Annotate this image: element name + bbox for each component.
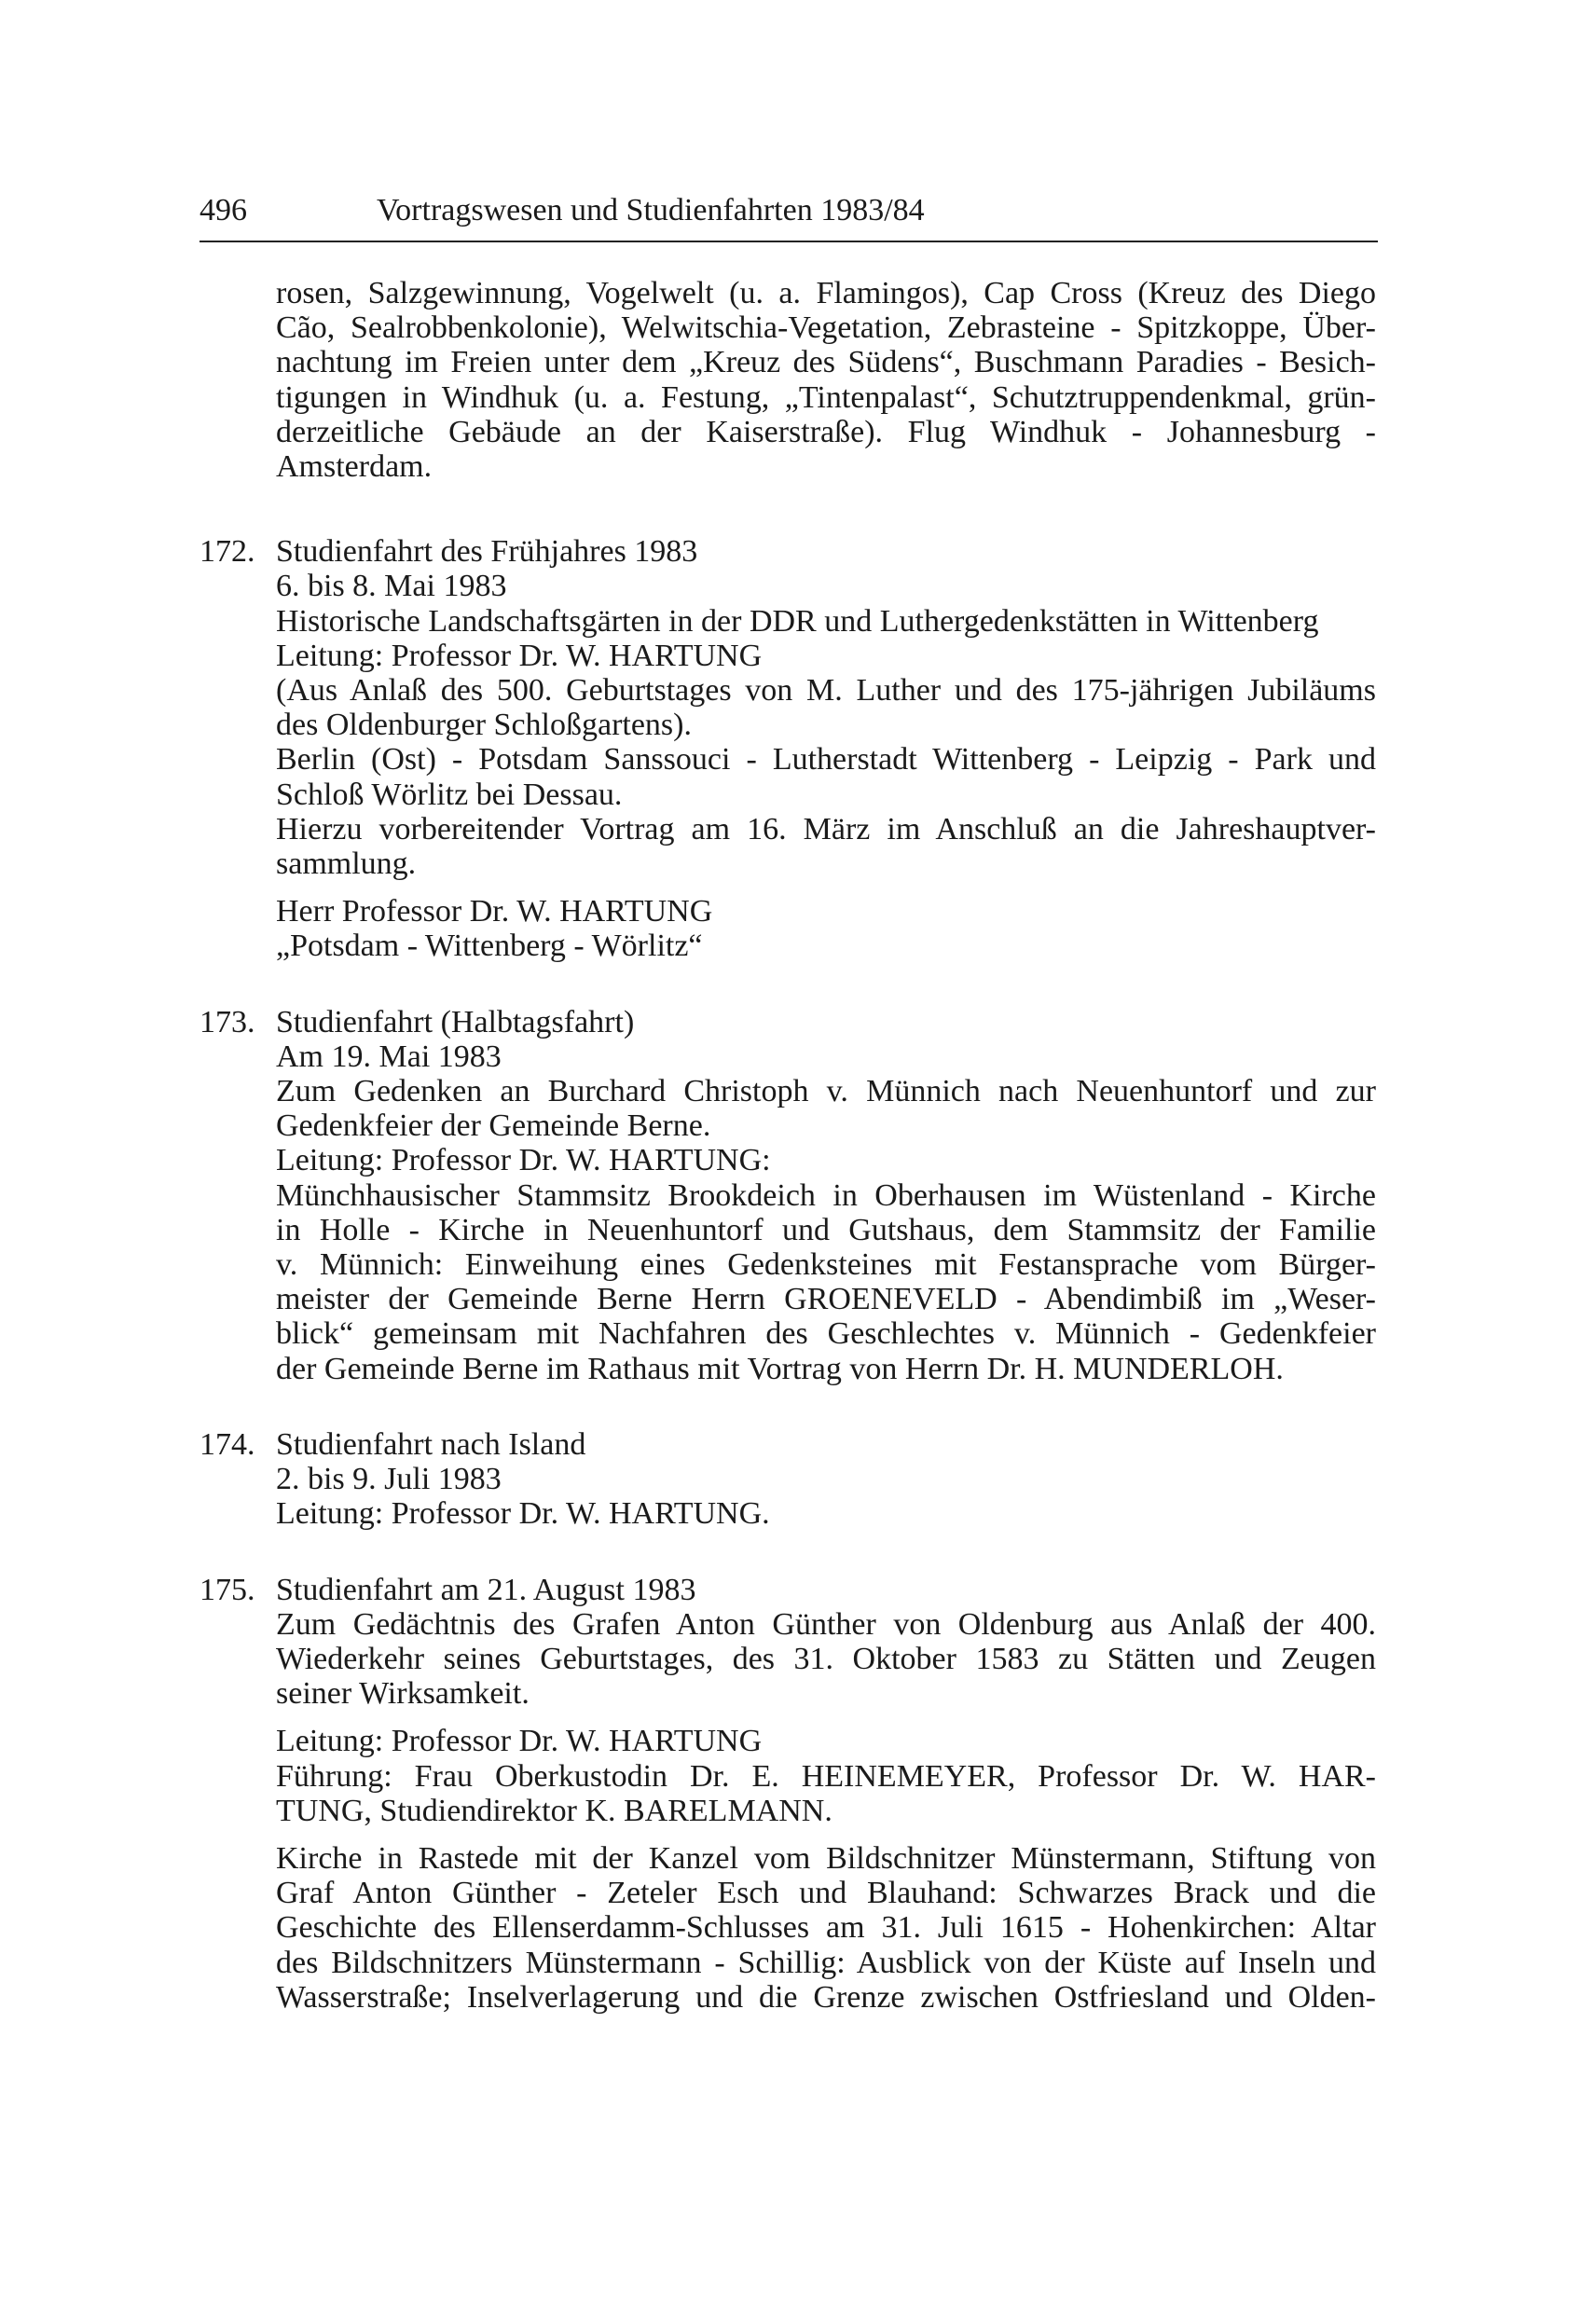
- entry-title: Studienfahrt (Halbtagsfahrt): [276, 1004, 635, 1039]
- text-line: Zum Gedächtnis des Grafen Anton Günther von Oldenburg aus Anlaß der 400.: [276, 1606, 1376, 1642]
- text-line: Führung: Frau Oberkustodin Dr. E. HEINEMEYER, Professor Dr. W. HAR-: [276, 1758, 1376, 1794]
- text-line: rosen, Salzgewinnung, Vogelwelt (u. a. Flamingos), Cap Cross (Kreuz des Diego: [276, 276, 1376, 310]
- entry-title: Studienfahrt am 21. August 1983: [276, 1572, 696, 1607]
- text-line: „Potsdam - Wittenberg - Wörlitz“: [276, 929, 703, 964]
- text-line: tigungen in Windhuk (u. a. Festung, „Tintenpalast“, Schutztruppendenkmal, grün-: [276, 379, 1376, 415]
- text-line: des Oldenburger Schloßgartens).: [276, 708, 692, 743]
- entry-number: 172.: [200, 534, 255, 570]
- text-line: seiner Wirksamkeit.: [276, 1676, 530, 1712]
- entry-number: 174.: [200, 1426, 255, 1462]
- text-line: Berlin (Ost) - Potsdam Sanssouci - Lutherstadt Wittenberg - Leipzig - Park und: [276, 742, 1376, 778]
- entry-date: 6. bis 8. Mai 1983: [276, 569, 507, 604]
- text-line: Historische Landschaftsgärten in der DDR und Luthergedenkstätten in Wittenberg: [276, 603, 1319, 639]
- header-rule: [200, 241, 1378, 242]
- entry-174: [200, 1426, 1376, 1532]
- entry-title: Studienfahrt des Frühjahres 1983: [276, 534, 698, 570]
- entry-172: [200, 534, 1376, 964]
- text-line: der Gemeinde Berne im Rathaus mit Vortrag von Herrn Dr. H. MUNDERLOH.: [276, 1351, 1284, 1386]
- text-line: in Holle - Kirche in Neuenhuntorf und Gutshaus, dem Stammsitz der Familie: [276, 1212, 1376, 1247]
- text-line: Geschichte des Ellenserdamm-Schlusses am 31. Juli 1615 - Hohenkirchen: Altar: [276, 1910, 1376, 1946]
- entry-number: 175.: [200, 1572, 255, 1607]
- text-line: sammlung.: [276, 846, 417, 882]
- text-line: Amsterdam.: [276, 449, 433, 485]
- text-line: (Aus Anlaß des 500. Geburtstages von M. Luther und des 175-jährigen Jubiläums: [276, 673, 1376, 709]
- text-line: Leitung: Professor Dr. W. HARTUNG.: [276, 1496, 770, 1532]
- text-line: Leitung: Professor Dr. W. HARTUNG:: [276, 1143, 771, 1178]
- text-line: Graf Anton Günther - Zeteler Esch und Blauhand: Schwarzes Brack und die: [276, 1876, 1376, 1911]
- entry-title: Studienfahrt nach Island: [276, 1426, 586, 1462]
- entry-number: 173.: [200, 1004, 255, 1039]
- text-line: Hierzu vorbereitender Vortrag am 16. März im Anschluß an die Jahreshauptver-: [276, 811, 1376, 846]
- text-line: Wasserstraße; Inselverlagerung und die Grenze zwischen Ostfriesland und Olden-: [276, 1979, 1376, 2015]
- entry-date: Am 19. Mai 1983: [276, 1039, 502, 1074]
- entry-175: [200, 1572, 1376, 2015]
- intro-paragraph: [276, 276, 1376, 484]
- running-title: Vortragswesen und Studienfahrten 1983/84: [377, 193, 925, 227]
- text-line: derzeitliche Gebäude an der Kaiserstraße). Flug Windhuk - Johannesburg -: [276, 414, 1376, 449]
- text-line: meister der Gemeinde Berne Herrn GROENEVELD - Abendimbiß im „Weser-: [276, 1282, 1376, 1317]
- text-line: Kirche in Rastede mit der Kanzel vom Bildschnitzer Münstermann, Stiftung von: [276, 1840, 1376, 1876]
- entry-date: 2. bis 9. Juli 1983: [276, 1462, 502, 1497]
- text-line: Cão, Sealrobbenkolonie), Welwitschia-Vegetation, Zebrasteine - Spitzkoppe, Über-: [276, 310, 1376, 346]
- text-line: TUNG, Studiendirektor K. BARELMANN.: [276, 1793, 832, 1828]
- text-line: Leitung: Professor Dr. W. HARTUNG: [276, 1724, 763, 1759]
- text-line: des Bildschnitzers Münstermann - Schillig: Ausblick von der Küste auf Inseln und: [276, 1945, 1376, 1980]
- text-line: Schloß Wörlitz bei Dessau.: [276, 777, 623, 812]
- text-line: nachtung im Freien unter dem „Kreuz des Südens“, Buschmann Paradies - Besich-: [276, 345, 1376, 380]
- text-line: Wiederkehr seines Geburtstages, des 31. Oktober 1583 zu Stätten und Zeugen: [276, 1641, 1376, 1676]
- text-line: Zum Gedenken an Burchard Christoph v. Münnich nach Neuenhuntorf und zur: [276, 1074, 1376, 1109]
- text-line: Gedenkfeier der Gemeinde Berne.: [276, 1108, 711, 1144]
- text-line: v. Münnich: Einweihung eines Gedenksteines mit Festansprache vom Bürger-: [276, 1247, 1376, 1283]
- text-line: Leitung: Professor Dr. W. HARTUNG: [276, 638, 763, 673]
- entry-173: [200, 1004, 1376, 1386]
- text-line: blick“ gemeinsam mit Nachfahren des Geschlechtes v. Münnich - Gedenkfeier: [276, 1316, 1376, 1352]
- text-line: Herr Professor Dr. W. HARTUNG: [276, 894, 713, 929]
- text-line: Münchhausischer Stammsitz Brookdeich in Oberhausen im Wüstenland - Kirche: [276, 1177, 1376, 1213]
- page-number: 496: [200, 193, 247, 227]
- page-body: [200, 276, 1376, 2015]
